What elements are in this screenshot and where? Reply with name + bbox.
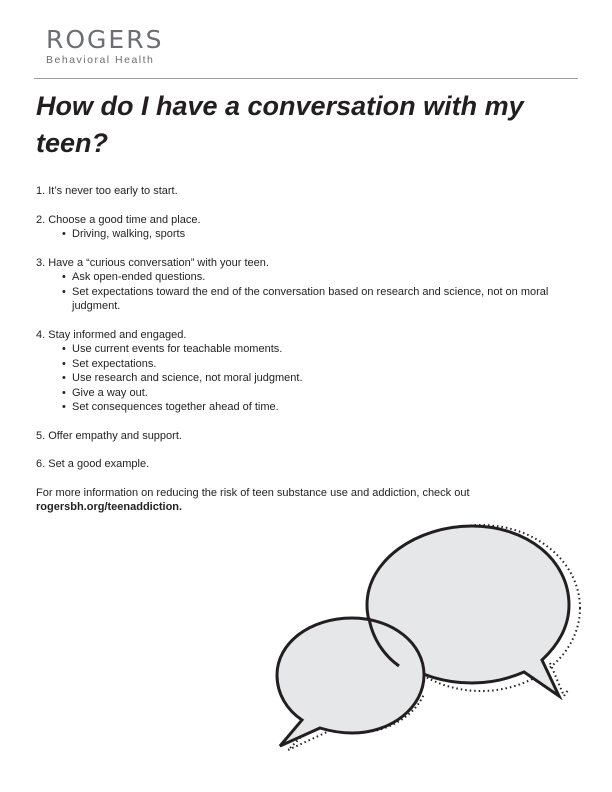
sub-bullet-item (36, 386, 576, 401)
footer-text: For more information on reducing the risk of teen substance use and addiction, check out (36, 486, 470, 499)
list-item-heading: 2. Choose a good time and place. (36, 213, 201, 226)
logo-tagline: Behavioral Health (46, 54, 155, 66)
rogers-logo (46, 26, 176, 66)
logo-wordmark: ROGERS (46, 25, 164, 54)
bullet-icon: • (62, 372, 66, 384)
list-item-heading: 5. Offer empathy and support. (36, 429, 182, 442)
sub-bullet-item (36, 285, 576, 314)
sub-bullet-item (36, 270, 576, 285)
sub-bullet-item (36, 342, 576, 357)
sub-bullet-item (36, 357, 576, 372)
sub-bullet-text: Use current events for teachable moments. (72, 343, 283, 355)
numbered-items (36, 184, 576, 472)
list-item (36, 184, 576, 199)
list-item (36, 256, 576, 314)
sub-bullet-item (36, 227, 576, 242)
list-item-heading: 6. Set a good example. (36, 458, 150, 470)
list-item (36, 328, 576, 415)
footer-note (36, 486, 576, 515)
bullet-icon: • (62, 228, 66, 240)
sub-bullet-item (36, 371, 576, 386)
bullet-icon: • (62, 285, 66, 298)
list-item-heading: 3. Have a “curious conversation” with your teen. (36, 256, 269, 269)
list-item (36, 429, 576, 444)
bullet-icon: • (62, 343, 66, 355)
sub-bullet-item (36, 400, 576, 415)
page-title: How do I have a conversation with my teen? (36, 91, 524, 158)
list-item-heading: 1. It’s never too early to start. (36, 185, 178, 197)
sub-bullet-text: Set expectations. (72, 357, 157, 370)
sub-bullet-text: Use research and science, not moral judgment. (72, 372, 303, 384)
list-item (36, 213, 576, 242)
sub-bullet-text: Set consequences together ahead of time. (72, 401, 279, 413)
bullet-icon: • (62, 271, 66, 283)
sub-bullet-text: Ask open-ended questions. (72, 271, 206, 283)
sub-bullet-text: Driving, walking, sports (72, 228, 186, 240)
footer-link[interactable]: rogersbh.org/teenaddiction. (36, 501, 183, 513)
speech-bubbles-illustration (272, 518, 582, 758)
bullet-icon: • (62, 386, 66, 399)
tips-list (36, 184, 576, 515)
bullet-icon: • (62, 401, 66, 413)
small-speech-bubble (277, 618, 424, 746)
sub-bullet-text: Give a way out. (72, 386, 148, 399)
header-divider (34, 78, 578, 79)
list-item (36, 457, 576, 472)
sub-bullet-text: Set expectations toward the end of the conversation based on research and science, not on moral judgment. (72, 285, 549, 312)
list-item-heading: 4. Stay informed and engaged. (36, 328, 187, 341)
bullet-icon: • (62, 357, 66, 370)
